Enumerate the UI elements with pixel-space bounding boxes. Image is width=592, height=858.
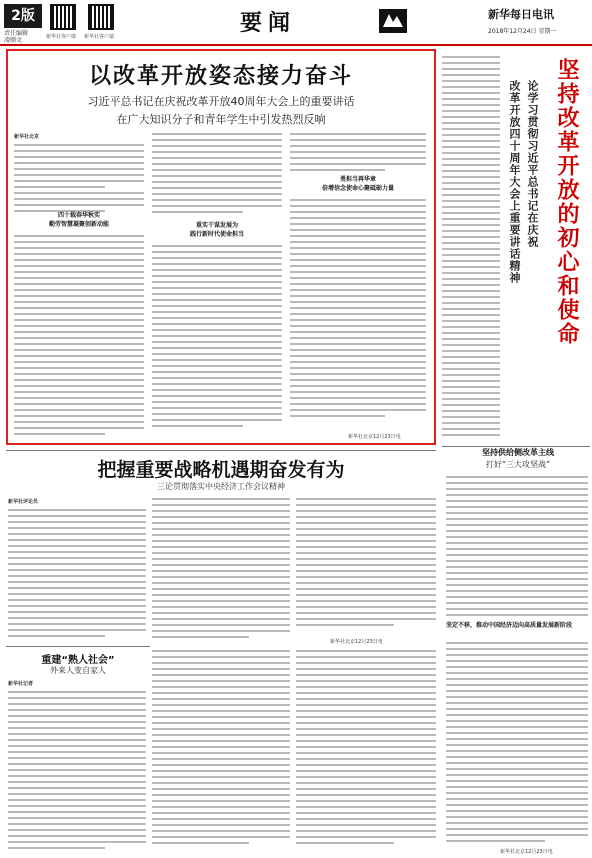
- editor-label: [4, 30, 28, 44]
- lead-headline: 以改革开放姿态接力奋斗: [88, 63, 353, 89]
- lead-subhead: 习近平总书记在庆祝改革开放40周年大会上的重要讲话: [87, 95, 355, 108]
- lead-subhead: 在广大知识分子和青年学生中引发热烈反响: [116, 113, 326, 126]
- masthead-rule: [0, 44, 592, 46]
- feature-subhead: 外来人变自家人: [50, 666, 106, 675]
- section-divider: [6, 450, 436, 451]
- side-body: [442, 56, 500, 440]
- section-subhead: [14, 211, 144, 229]
- text-column: [152, 650, 290, 848]
- editor-name: 凌顺文: [4, 37, 23, 44]
- text-column: [152, 498, 290, 642]
- qr-caption: 新华社客户端: [84, 34, 115, 40]
- section-title-1: 四十载春华秋实: [57, 212, 100, 219]
- second-subhead: 三论贯彻落实中央经济工作会议精神: [157, 482, 285, 491]
- text-column: [446, 642, 588, 846]
- text-column: [14, 235, 144, 439]
- byline: 新华社记者: [8, 681, 34, 687]
- edition-number: 2版: [4, 4, 42, 28]
- feature-headline: 重建“熟人社会”: [41, 655, 115, 666]
- paper-name: 新华每日电讯: [488, 8, 554, 21]
- text-column: [290, 133, 426, 175]
- section-title-3: 勇担当再华章: [339, 176, 376, 183]
- lead-story: [6, 49, 436, 445]
- right-headline: 坚持供给侧改革主线: [482, 448, 554, 457]
- side-story: [442, 50, 590, 446]
- text-column: [152, 133, 282, 217]
- end-note: 新华社北京12月23日电: [330, 639, 383, 645]
- right-subhead: 打好“三大攻坚战”: [485, 460, 551, 469]
- section-title-2b: 践行新时代使命担当: [189, 231, 244, 238]
- text-column: [8, 680, 146, 853]
- section-title: 要闻: [240, 10, 297, 36]
- side-subhead: 论学习贯彻习近平总书记在庆祝: [526, 80, 539, 248]
- section-subhead: [152, 221, 282, 239]
- byline: 新华社评论员: [8, 499, 39, 505]
- qr-code-icon: [88, 4, 114, 30]
- side-headline: 坚持改革开放的初心和使命: [554, 58, 580, 346]
- second-headline: 把握重要战略机遇期奋发有为: [97, 459, 345, 481]
- section-title-1b: 勤劳智慧凝聚创新动能: [48, 221, 109, 228]
- editor-title: 责任编辑: [4, 30, 29, 37]
- end-note: 新华社北京12月23日电: [348, 434, 401, 440]
- section-subhead: [290, 175, 426, 193]
- text-column: [296, 498, 436, 630]
- byline: 新华社北京: [14, 134, 40, 140]
- brand-logo-icon: [378, 8, 408, 34]
- side-subhead: 改革开放四十周年大会上重要讲话精神: [508, 80, 521, 284]
- section-title-3b: 倍增信念使命心聚砥砺力量: [321, 185, 394, 192]
- text-column: [152, 245, 282, 431]
- text-column: [296, 650, 436, 848]
- paper-date: 2018年12月24日 星期一: [488, 28, 557, 35]
- text-column: [446, 476, 588, 620]
- section-title-2: 重实干谋发展为: [195, 222, 238, 229]
- end-note: 新华社北京12月23日电: [500, 849, 553, 855]
- text-column: [8, 498, 146, 641]
- section-divider: [6, 646, 150, 647]
- masthead: [0, 0, 592, 48]
- bold-paragraph: 坚定不移，推动中国经济迈向高质量发展新阶段: [446, 622, 573, 629]
- qr-caption: 新华社客户端: [46, 34, 77, 40]
- text-column: [290, 199, 426, 421]
- qr-code-icon: [50, 4, 76, 30]
- text-column: [14, 133, 144, 216]
